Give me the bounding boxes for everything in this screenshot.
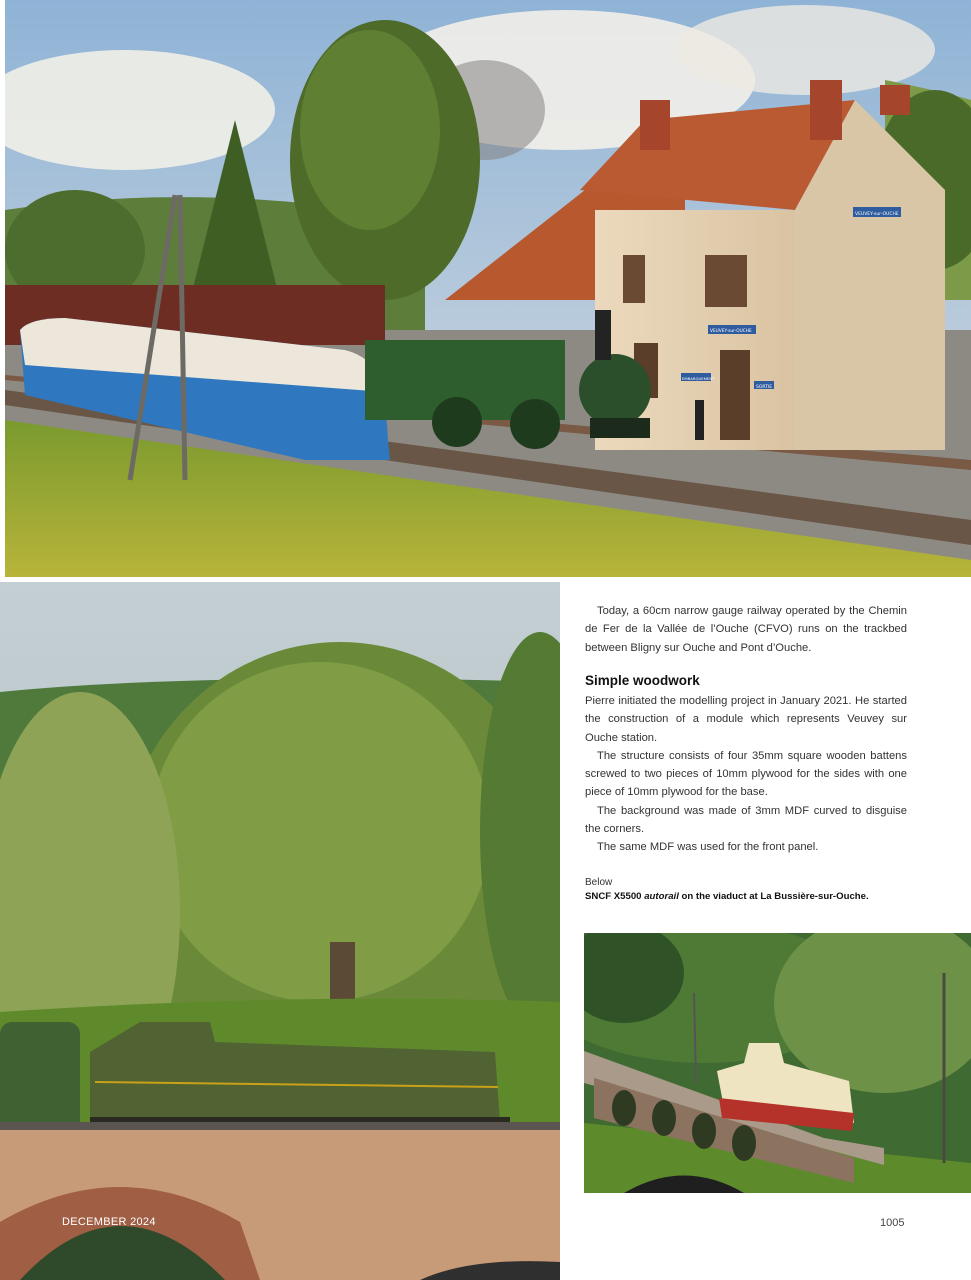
page-number: 1005: [880, 1217, 905, 1229]
caption-suffix: on the viaduct at La Bussière-sur-Ouche.: [678, 891, 869, 902]
station-photo: [5, 0, 971, 577]
body-paragraph: Pierre initiated the modelling project in January 2021. He started the construction of a module which represents Veuvey sur Ouche station.: [585, 695, 907, 744]
intro-paragraph: [585, 602, 907, 657]
caption-italic: autorail: [644, 891, 679, 902]
body-paragraph: The same MDF was used for the front panel.: [597, 841, 819, 854]
intro-text: Today, a 60cm narrow gauge railway operated by the Chemin de Fer de la Vallée de l’Ouche (CFVO) runs on the trackbed between Bligny sur Ouche and Pont d’Ouche.: [585, 605, 907, 654]
body-paragraph: The structure consists of four 35mm square wooden battens screwed to two pieces of 10mm plywood for the sides with one piece of 10mm plywood for the base.: [585, 749, 907, 799]
station-sign-text: VEUVEY-sur-OUCHE: [710, 329, 752, 334]
railcar-viaduct-photo: [584, 933, 971, 1193]
diesel-viaduct-photo: [0, 582, 560, 1280]
exit-sign-text: SORTIE: [756, 385, 773, 390]
caption-label: Below: [585, 877, 613, 888]
caption-text: [585, 891, 869, 902]
door-sign-text: EMBARQUEMENT: [682, 376, 715, 381]
section-heading: Simple woodwork: [585, 673, 700, 688]
caption-prefix: SNCF X5500: [585, 891, 645, 902]
gable-sign-text: VEUVEY-sur-OUCHE: [855, 212, 899, 217]
body-paragraph: The background was made of 3mm MDF curved to disguise the corners.: [585, 804, 907, 836]
issue-date: DECEMBER 2024: [62, 1216, 156, 1228]
body-text: [585, 692, 907, 857]
